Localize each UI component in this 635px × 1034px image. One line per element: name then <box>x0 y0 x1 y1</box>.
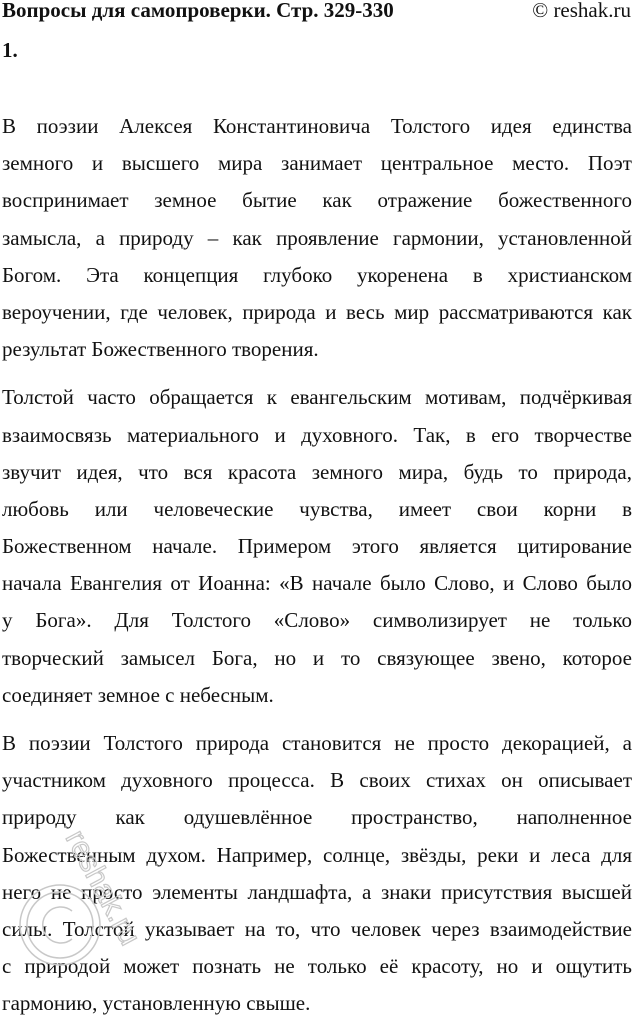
text-line: соединяет земное с небесным. <box>2 682 274 707</box>
text-line: у Бога». Для Толстого «Слово» символизирует не только <box>2 608 632 633</box>
svg-text:reshak.ru: reshak.ru <box>58 825 147 951</box>
text-line: взаимосвязь материального и духовного. Так, в его творчестве <box>2 422 632 447</box>
text-line: В поэзии Толстого природа становится не просто декорацией, а <box>2 731 632 755</box>
text-line: любовь или человеческие чувства, имеет свои корни в <box>2 496 632 521</box>
paragraph <box>2 108 632 368</box>
text-line: результат Божественного творения. <box>2 337 319 362</box>
text-line: В поэзии Алексея Константиновича Толстого идея единства <box>2 114 632 138</box>
text-line: него не просто элементы ландшафта, а знаки присутствия высшей <box>2 879 632 904</box>
answer-text <box>2 108 632 1034</box>
text-line: замысла, а природу – как проявление гармонии, установленной <box>2 225 632 250</box>
paragraph <box>2 379 632 714</box>
text-line: природу как одушевлённое пространство, наполненное <box>2 805 632 830</box>
page-title: Вопросы для самопроверки. Стр. 329-330 <box>2 0 394 22</box>
text-line: начала Евангелия от Иоанна: «В начале было Слово, и Слово было <box>2 571 632 596</box>
text-line: с природой может познать не только её красоту, но и ощутить <box>2 954 632 979</box>
copyright-text: © reshak.ru <box>532 0 631 22</box>
text-line: Богом. Эта концепция глубоко укоренена в христианском <box>2 262 632 287</box>
text-line: творческий замысел Бога, но и то связующее звено, которое <box>2 645 632 670</box>
text-line: звучит идея, что вся красота земного мира, будь то природа, <box>2 459 632 484</box>
page-header <box>2 0 631 23</box>
question-number: 1. <box>2 38 18 62</box>
text-line: Божественном начале. Примером этого является цитирование <box>2 534 632 559</box>
text-line: гармонию, установленную свыше. <box>2 991 311 1016</box>
text-line: силы. Толстой указывает на то, что человек через взаимодействие <box>2 916 632 941</box>
text-line: воспринимает земное бытие как отражение божественного <box>2 188 632 213</box>
text-line: вероучении, где человек, природа и весь мир рассматриваются как <box>2 299 632 324</box>
text-line: участником духовного процесса. В своих стихах он описывает <box>2 768 632 793</box>
paragraph <box>2 725 632 1023</box>
text-line: Толстой часто обращается к евангельским мотивам, подчёркивая <box>2 385 632 410</box>
text-line: земного и высшего мира занимает центральное место. Поэт <box>2 151 632 176</box>
text-line: Божественным духом. Например, солнце, звёзды, реки и леса для <box>2 842 632 867</box>
